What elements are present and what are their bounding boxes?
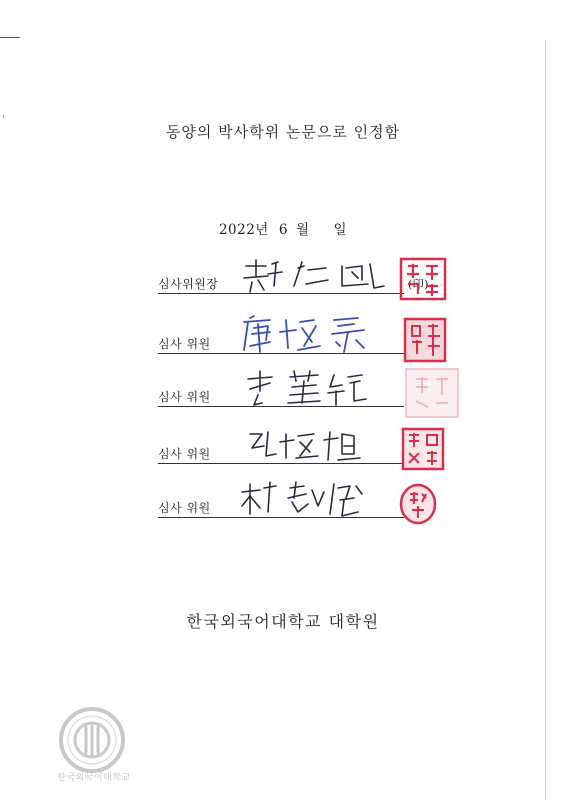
watermark-text: 한국외국어대학교 bbox=[57, 773, 131, 783]
date-month-number: 6 bbox=[278, 222, 288, 238]
date-day-word: 일 bbox=[333, 222, 348, 238]
committee-role: 심사 위원 bbox=[158, 390, 211, 404]
date-year: 2022년 bbox=[218, 222, 269, 238]
committee-role: 심사 위원 bbox=[158, 501, 211, 515]
committee-row-member bbox=[0, 369, 566, 419]
approval-statement: 동양의 박사학위 논문으로 인정함 bbox=[165, 123, 401, 141]
scan-edge-line bbox=[0, 37, 20, 38]
handwritten-signature bbox=[242, 367, 382, 409]
handwritten-signature bbox=[238, 256, 388, 296]
committee-role: 심사 위원 bbox=[158, 447, 211, 461]
committee-role: 심사위원장 bbox=[158, 277, 219, 291]
scan-edge-mark bbox=[3, 115, 4, 118]
committee-row-member bbox=[0, 480, 566, 530]
graduate-school-name: 한국외국어대학교 대학원 bbox=[186, 612, 380, 631]
committee-row-member bbox=[0, 426, 566, 476]
committee-row-chair bbox=[0, 256, 566, 306]
seal-stamp bbox=[398, 482, 438, 526]
scan-border-line bbox=[545, 40, 546, 800]
seal-mark: (印) bbox=[408, 277, 429, 291]
seal-stamp bbox=[398, 256, 448, 302]
committee-row-member bbox=[0, 316, 566, 366]
date-month-word: 월 bbox=[295, 222, 310, 238]
seal-stamp bbox=[402, 316, 448, 364]
seal-stamp bbox=[402, 365, 462, 421]
handwritten-signature bbox=[242, 426, 372, 466]
handwritten-signature bbox=[240, 312, 380, 356]
approval-date bbox=[0, 218, 566, 238]
seal-stamp bbox=[400, 426, 446, 472]
handwritten-signature bbox=[238, 478, 368, 520]
committee-role: 심사 위원 bbox=[158, 337, 211, 351]
university-seal-watermark bbox=[58, 706, 126, 774]
